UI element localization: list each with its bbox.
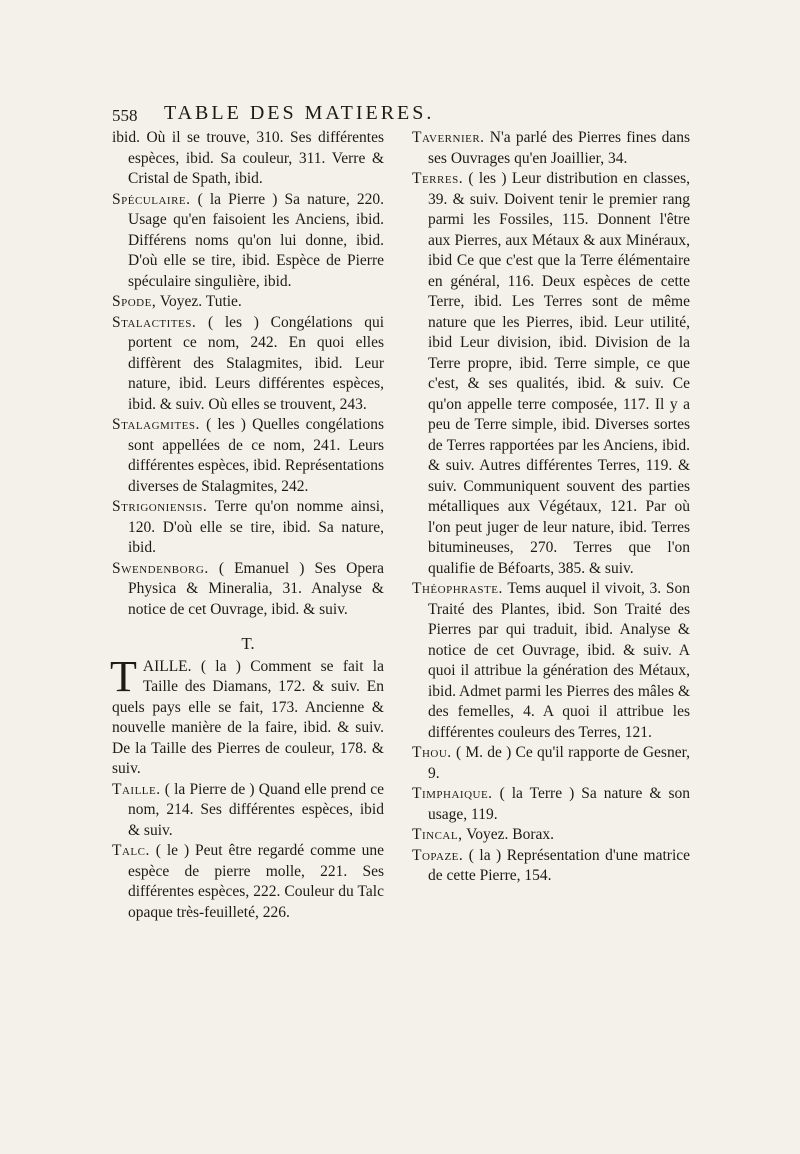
index-entry <box>112 780 384 842</box>
entry-headword: Spéculaire. <box>112 190 191 208</box>
running-head: TABLE DES MATIERES. <box>164 102 435 124</box>
entry-headword: Terres. <box>412 170 464 187</box>
index-entry <box>112 559 384 621</box>
entry-text: ( les ) Leur distribution en classes, 39. & suiv. Doivent tenir le premier rang parmi les Fossiles, 115. Donnent l'être aux Pierres, aux Métaux & aux Minéraux, ibid Ce que c'est que la Terre élémentaire en général, 116. Deux espèces de cette Terre, ibid. Les Terres sont de même nature que les Pierres, ibid. Leur utilité, ibid Leur division, ibid. Division de la Terre propre, ibid. Terre simple, ce que c'est, & ses qualités, ibid. & suiv. Ce qu'on appelle terre composée, 117. Il y a peu de Terre simple, ibid. Diverses sortes de Terres rapportées par les Anciens, ibid. & suiv. Autres différentes Terres, 119. & suiv. Communiquent souvent des parties métalliques aux Végétaux, 121. Par où l'on peut juger de leur nature, ibid. Terres bitumineuses, 270. Terres que l'on qualifie de Béfoarts, 385. & suiv. <box>428 170 691 577</box>
entry-text: ( la ) Représentation d'une matrice de cette Pierre, 154. <box>428 846 691 884</box>
entry-headword: Théophraste. <box>412 580 503 597</box>
index-entry <box>412 825 690 846</box>
page-number: 558 <box>112 106 138 125</box>
entry-headword: Swendenborg. <box>112 559 209 577</box>
entry-headword: Taille. <box>112 780 161 798</box>
index-entry <box>412 169 690 579</box>
drop-cap: T <box>110 651 137 701</box>
right-column <box>412 128 690 887</box>
entry-text: ( Emanuel ) Ses Opera Physica & Mineralia, 31. Analyse & notice de cet Ouvrage, ibid. & suiv. <box>128 559 384 618</box>
page-header <box>112 102 712 130</box>
index-entry <box>112 313 384 416</box>
index-entry <box>112 497 384 559</box>
entry-text: ( M. de ) Ce qu'il rapporte de Gesner, 9. <box>428 744 691 782</box>
entry-text: ( les ) Quelles congélations sont appellées de ce nom, 241. Leurs différentes espèces, ibid. Représentations diverses de Stalagmites, 242. <box>128 416 385 495</box>
entry-text: Terre qu'on nomme ainsi, 120. D'où elle se tire, ibid. Sa nature, ibid. <box>128 498 384 556</box>
entry-text: Voyez. Borax. <box>466 826 555 843</box>
entry-text: ( le ) Peut être regardé comme une espèce de pierre molle, 221. Ses différentes espèces, 222. Couleur du Talc opaque très-feuilleté, 226. <box>128 842 385 921</box>
taille-entry <box>110 651 384 780</box>
index-entry <box>412 579 690 743</box>
entry-headword: Stalactites. <box>112 313 197 331</box>
index-entry <box>112 128 384 190</box>
entry-headword: Talc. <box>112 842 150 859</box>
entry-text: ( la Terre ) Sa nature & son usage, 119. <box>428 785 691 823</box>
index-entry <box>412 743 690 784</box>
entry-text: Tems auquel il vivoit, 3. Son Traité des Plantes, ibid. Son Traité des Pierres par qui traduit, ibid. Analyse & notice de cet Ouvrage, ibid. & suiv. A quoi il attribue la génération des Métaux, ibid. Admet parmi les Pierres des mâles & des femelles, 4. A quoi il attribue les différentes couleurs des Terres, 121. <box>428 580 690 741</box>
taille-entry-text: AILLE. ( la ) Comment se fait la Taille des Diamans, 172. & suiv. En quels pays elle se fait, 173. Ancienne & nouvelle manière de la faire, ibid. & suiv. De la Taille des Pierres de couleur, 178. & suiv. <box>112 657 384 777</box>
right-entries <box>412 128 690 887</box>
index-entry <box>112 415 384 497</box>
left-column <box>112 128 384 923</box>
entry-text: Voyez. Tutie. <box>159 293 242 310</box>
entry-headword: Strigoniensis. <box>112 498 208 515</box>
entry-text: ( la Pierre ) Sa nature, 220. Usage qu'en faisoient les Anciens, ibid. Différens noms qu'on lui donne, ibid. D'où elle se tire, ibid. Espèce de Pierre spéculaire singulière, ibid. <box>128 190 384 290</box>
letter-heading: T. <box>241 634 255 653</box>
index-entry <box>412 846 690 887</box>
entry-headword: Tavernier. <box>412 129 485 146</box>
entry-text: ( la Pierre de ) Quand elle prend ce nom, 214. Ses différentes espèces, ibid & suiv. <box>128 780 384 839</box>
entry-headword: Thou. <box>412 744 452 761</box>
entry-headword: Topaze. <box>412 846 464 864</box>
index-entry <box>412 128 690 169</box>
entry-text: N'a parlé des Pierres fines dans ses Ouvrages qu'en Joaillier, 34. <box>428 129 691 167</box>
entry-headword: Timphaique. <box>412 785 493 802</box>
entry-text: ( les ) Congélations qui portent ce nom, 242. En quoi elles diffèrent des Stalagmites, ibid. Leur nature, ibid. Leurs différentes espèces, ibid. & suiv. Où elles se trouvent, 243. <box>128 313 384 413</box>
left-entries-bottom <box>112 780 384 924</box>
index-entry <box>412 784 690 825</box>
left-entries-top <box>112 128 384 620</box>
index-entry <box>112 292 384 313</box>
entry-headword: Stalagmites. <box>112 416 200 433</box>
index-entry <box>112 190 384 293</box>
entry-headword: Tincal, <box>412 826 463 843</box>
entry-headword: Spode, <box>112 293 157 310</box>
index-entry <box>112 841 384 923</box>
entry-text: ibid. Où il se trouve, 310. Ses différentes espèces, ibid. Sa couleur, 311. Verre & Cristal de Spath, ibid. <box>112 129 384 187</box>
